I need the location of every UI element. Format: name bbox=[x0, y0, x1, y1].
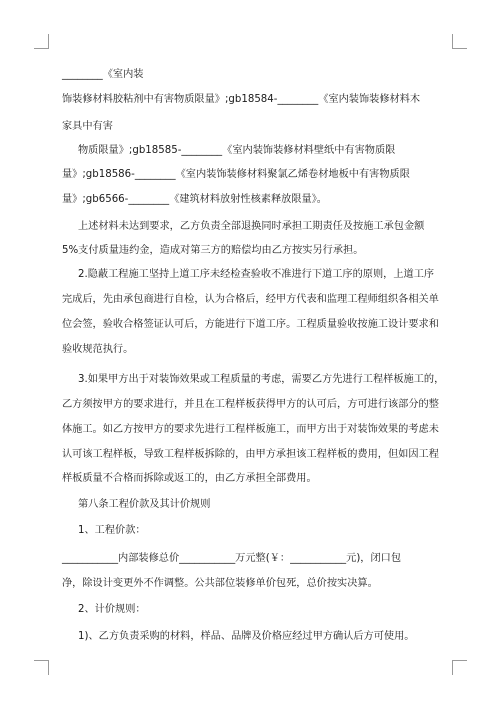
text-line: 量》;gb18586-________《室内装饰装修材料聚氯乙烯卷材地板中有害物质限 bbox=[62, 169, 410, 180]
text-line: 完成后，先由承包商进行自检，认为合格后，经甲方代表和监理工程师组织各相关单 bbox=[62, 294, 439, 305]
text-line: 上述材料未达到要求，乙方负责全部退换同时承担工期责任及按施工承包金额 bbox=[78, 221, 425, 232]
text-line: 体施工。如乙方按甲方的要求先进行工程样板施工，而甲方出于对装饰效果的考虑未 bbox=[62, 424, 439, 435]
text-line: 2、计价规则： bbox=[78, 604, 146, 615]
text-line: 家具中有害 bbox=[62, 121, 113, 132]
text-line: 2.隐蔽工程施工坚持上道工序未经检查验收不准进行下道工序的原则，上道工序 bbox=[78, 269, 435, 280]
text-line: 3.如果甲方出于对装饰效果或工程质量的考虑，需要乙方先进行工程样板施工的， bbox=[78, 374, 445, 385]
text-line: 饰装修材料胶粘剂中有害物质限量》;gb18584-________《室内装饰装修材料木 bbox=[62, 94, 421, 105]
text-line: 物质限量》;gb18585-________《室内装饰装修材料壁纸中有害物质限 bbox=[78, 145, 396, 156]
text-line: 5%支付质量违约金，造成对第三方的赔偿均由乙方按实另行承担。 bbox=[62, 245, 364, 256]
section-heading: 第八条工程价款及其计价规则 bbox=[78, 499, 211, 510]
text-line bbox=[62, 68, 442, 82]
text-line: 1)、乙方负责采购的材料，样品、品牌及价格应经过甲方确认后方可使用。 bbox=[78, 631, 415, 642]
line-text: 《室内装 bbox=[102, 69, 144, 80]
text-line: 1、工程价款： bbox=[78, 525, 146, 536]
blank-line: ________ bbox=[62, 69, 103, 80]
text-line: 位会签，验收合格签证认可后，方能进行下道工序。工程质量验收按施工设计要求和 bbox=[62, 319, 439, 330]
text-line: 量》;gb6566-________《建筑材料放射性核素释放限量》。 bbox=[62, 194, 327, 205]
text-line: 净，除设计变更外不作调整。公共部位装修单价包死，总价按实决算。 bbox=[62, 578, 378, 589]
crop-mark-bottom-left bbox=[34, 660, 49, 675]
text-line: 认可该工程样板，导致工程样板拆除的，由甲方承担该工程样板的费用，但如因工程 bbox=[62, 449, 439, 460]
crop-mark-bottom-right bbox=[452, 660, 467, 675]
text-line: ___________内部装修总价___________万元整(￥：___________元)，闭口包 bbox=[62, 553, 402, 564]
text-line: 样板质量不合格而拆除或返工的，由乙方承担全部费用。 bbox=[62, 473, 317, 484]
text-line: 验收规范执行。 bbox=[62, 344, 134, 355]
crop-mark-top-left bbox=[34, 34, 49, 49]
text-line: 乙方须按甲方的要求进行，并且在工程样板获得甲方的认可后，方可进行该部分的整 bbox=[62, 399, 439, 410]
crop-mark-top-right bbox=[452, 34, 467, 49]
